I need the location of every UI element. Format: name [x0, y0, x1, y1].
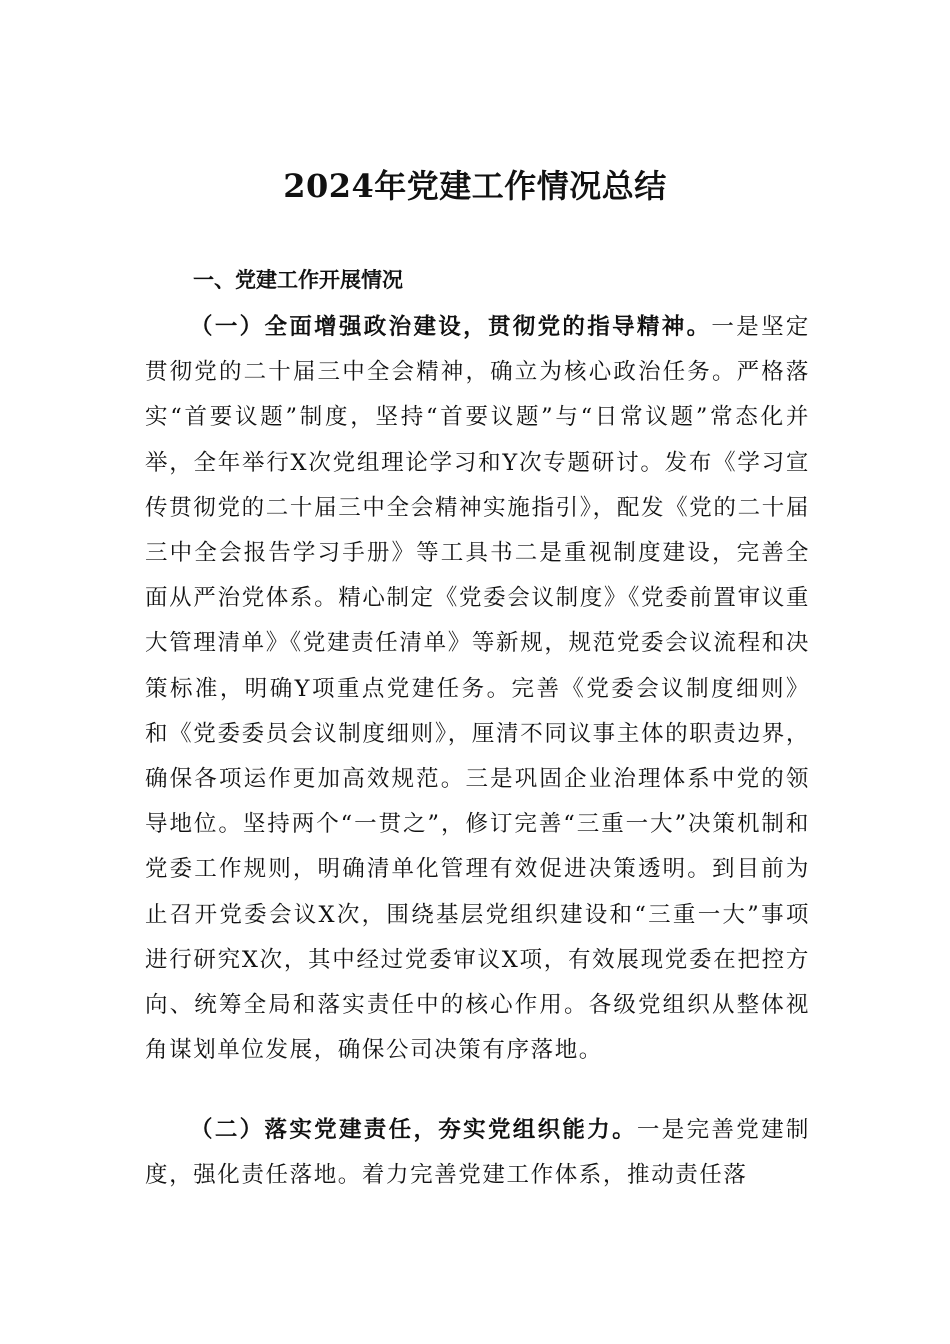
document-title: 2024年党建工作情况总结 [283, 167, 667, 205]
paragraph [145, 1108, 810, 1198]
paragraph-text: 一是坚定贯彻党的二十届三中全会精神，确立为核心政治任务。严格落实“首要议题”制度，坚持“首要议题”与“日常议题”常态化并举，全年举行X次党组理论学习和Y次专题研讨。发布《学习宣传贯彻党的二十届三中全会精神实施指引》，配发《党的二十届三中全会报告学习手册》等工具书二是重视制度建设，完善全面从严治党体系。精心制定《党委会议制度》《党委前置审议重大管理清单》《党建责任清单》等新规，规范党委会议流程和决策标准，明确Y项重点党建任务。完善《党委会议制度细则》和《党委委员会议制度细则》，厘清不同议事主体的职责边界，确保各项运作更加高效规范。三是巩固企业治理体系中党的领导地位。坚持两个“一贯之”，修订完善“三重一大”决策机制和党委工作规则，明确清单化管理有效促进决策透明。到目前为止召开党委会议X次，围绕基层党组织建设和“三重一大”事项进行研究X次，其中经过党委审议X项，有效展现党委在把控方向、统筹全局和落实责任中的核心作用。各级党组织从整体视角谋划单位发展，确保公司决策有序落地。 [145, 314, 810, 1064]
paragraph-text: 一是完善党建制度，强化责任落地。着力完善党建工作体系，推动责任落 [145, 1117, 810, 1189]
paragraph-lead: （二）落实党建责任，夯实党组织能力。 [190, 1117, 637, 1143]
paragraph [145, 305, 810, 1073]
section-heading: 一、党建工作开展情况 [193, 268, 403, 292]
paragraph-lead: （一）全面增强政治建设，贯彻党的指导精神。 [190, 314, 712, 340]
